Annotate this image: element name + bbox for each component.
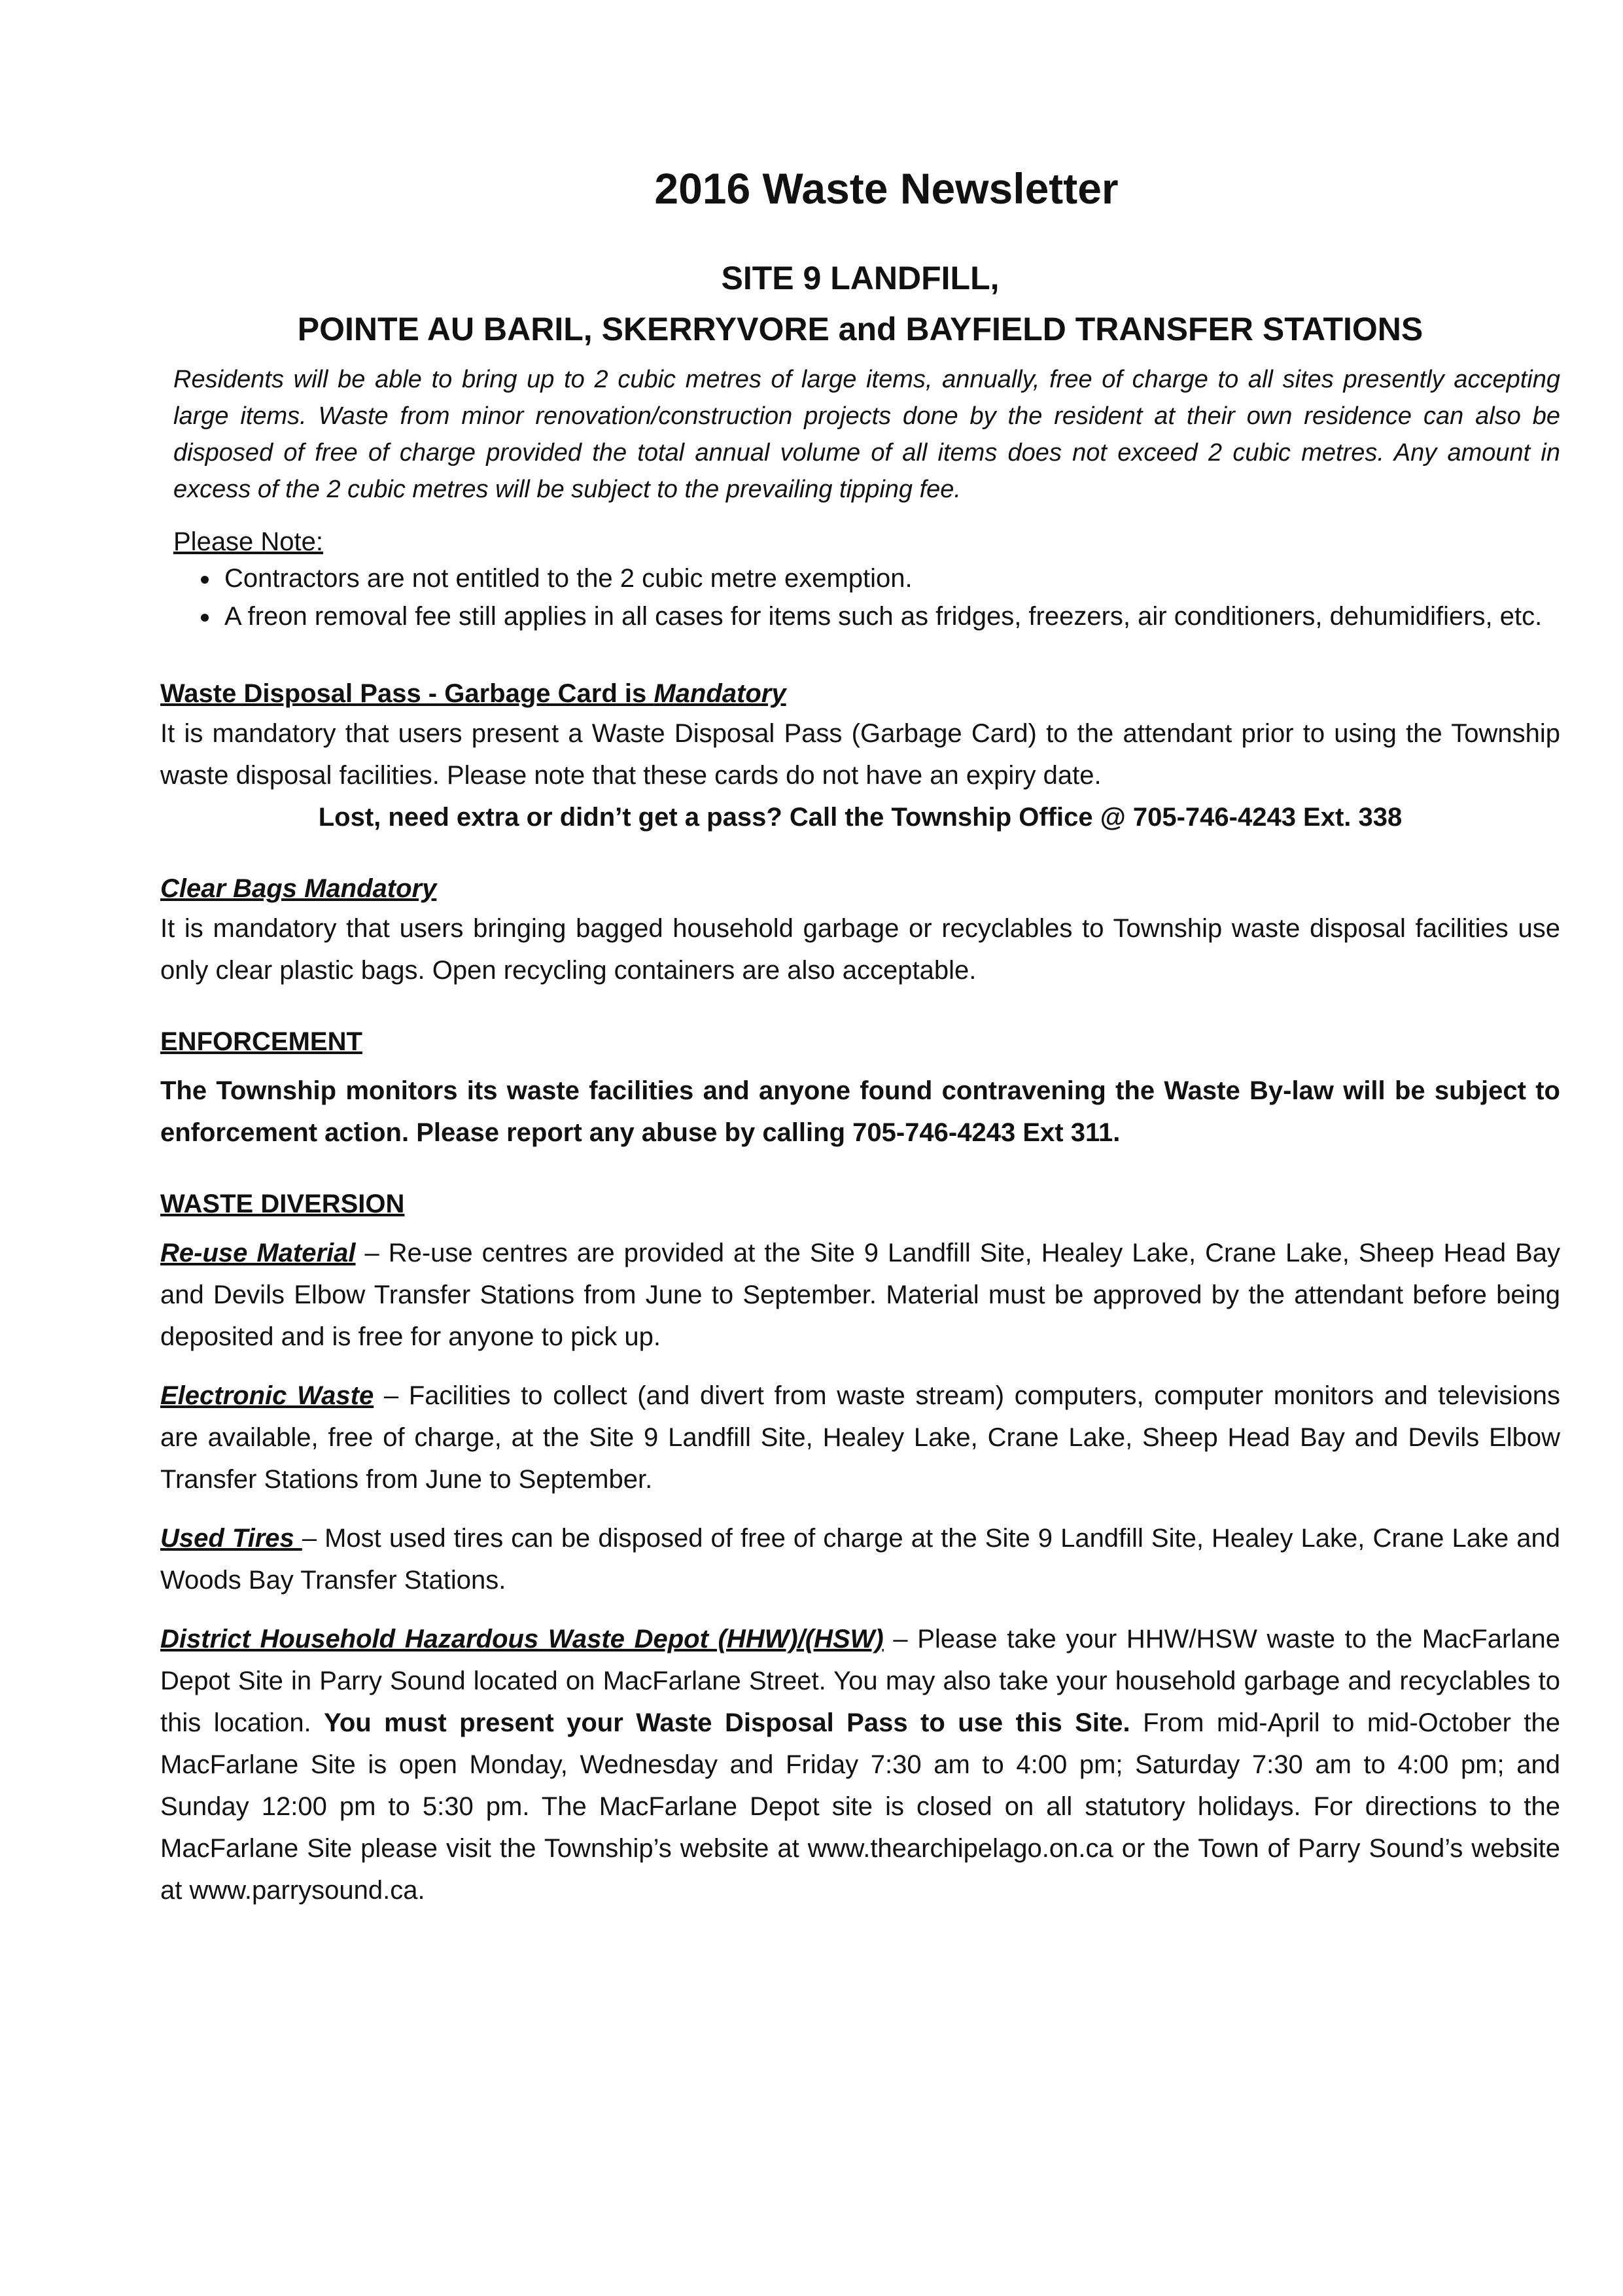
reuse-body: – Re-use centres are provided at the Site 9 Landfill Site, Healey Lake, Crane Lake, Sheep Head Bay and Devils Elbow Transfer Stations from June to September. Material must be approved by the attendant before being deposited and is free for anyone to pick up. <box>160 1239 1560 1351</box>
newsletter-page <box>160 164 1560 1911</box>
page-title: 2016 Waste Newsletter <box>654 164 1119 213</box>
pass-heading-emphasis: Mandatory <box>654 679 786 708</box>
hhw-bold: You must present your Waste Disposal Pass to use this Site. <box>324 1708 1130 1737</box>
hhw-body-2: From mid-April to mid-October the MacFarlane Site is open Monday, Wednesday and Friday 7:30 am to 4:00 pm; Saturday 7:30 am to 4:00 pm; and Sunday 12:00 pm to 5:30 pm. The MacFarlane Depot site is closed on all statutory holidays. For directions to the MacFarlane Site please visit the Township’s website at www.thearchipelago.on.ca or the Town of Parry Sound’s website at www.parrysound.ca. <box>160 1708 1560 1905</box>
list-item: • Contractors are not entitled to the 2 cubic metre exemption. <box>220 559 1560 597</box>
pass-section <box>160 675 1560 838</box>
hhw-lead: District Household Hazardous Waste Depot (HHW)/(HSW) <box>160 1625 884 1653</box>
hhw-body-1: – Please take your HHW/HSW waste to the MacFarlane Depot Site in Parry Sound located on MacFarlane Street. You may also take your household garbage and recyclables to this location. <box>160 1625 1560 1737</box>
hhw-paragraph <box>160 1618 1560 1911</box>
pass-heading <box>160 675 1560 713</box>
subtitle-line-2: POINTE AU BARIL, SKERRYVORE and BAYFIELD TRANSFER STATIONS <box>297 311 1423 347</box>
pass-heading-text: Waste Disposal Pass - Garbage Card is <box>160 679 654 708</box>
tires-body: – Most used tires can be disposed of free of charge at the Site 9 Landfill Site, Healey Lake, Crane Lake and Woods Bay Transfer Stations. <box>160 1524 1560 1595</box>
ewaste-body: – Facilities to collect (and divert from waste stream) computers, computer monitors and televisions are available, free of charge, at the Site 9 Landfill Site, Healey Lake, Crane Lake, Sheep Head Bay and Devils Elbow Transfer Stations from June to September. <box>160 1381 1560 1494</box>
diversion-heading: WASTE DIVERSION <box>160 1190 405 1218</box>
list-item: • A freon removal fee still applies in all cases for items such as fridges, freezers, air conditioners, dehumidifiers, etc. <box>220 597 1560 635</box>
ewaste-paragraph <box>160 1375 1560 1500</box>
bags-heading: Clear Bags Mandatory <box>160 874 437 903</box>
ewaste-lead: Electronic Waste <box>160 1381 374 1410</box>
reuse-lead: Re-use Material <box>160 1239 356 1267</box>
enforcement-section <box>160 1023 1560 1154</box>
enforcement-heading: ENFORCEMENT <box>160 1027 362 1056</box>
intro-paragraph: Residents will be able to bring up to 2 cubic metres of large items, annually, free of charge to all sites presently accepting large items. Waste from minor renovation/construction projects done by the resident at their own residence can also be disposed of free of charge provided the total annual volume of all items does not exceed 2 cubic metres. Any amount in excess of the 2 cubic metres will be subject to the prevailing tipping fee. <box>173 366 1560 503</box>
bags-section <box>160 870 1560 991</box>
tires-lead: Used Tires <box>160 1524 302 1553</box>
subtitle-line-1: SITE 9 LANDFILL, <box>721 260 1000 296</box>
bags-body: It is mandatory that users bringing bagged household garbage or recyclables to Township waste disposal facilities use only clear plastic bags. Open recycling containers are also acceptable. <box>160 914 1560 985</box>
enforcement-body: The Township monitors its waste facilities and anyone found contravening the Waste By-law will be subject to enforcement action. Please report any abuse by calling 705-746-4243 Ext 311. <box>160 1076 1560 1147</box>
reuse-paragraph <box>160 1232 1560 1358</box>
pass-body: It is mandatory that users present a Waste Disposal Pass (Garbage Card) to the attendant prior to using the Township waste disposal facilities. Please note that these cards do not have an expiry date. <box>160 719 1560 790</box>
note-heading: Please Note: <box>173 527 324 556</box>
diversion-section <box>160 1185 1560 1911</box>
pass-callout: Lost, need extra or didn’t get a pass? Call the Township Office @ 705-746-4243 Ext. 338 <box>318 803 1403 832</box>
tires-paragraph <box>160 1517 1560 1601</box>
notes-list <box>160 559 1560 635</box>
